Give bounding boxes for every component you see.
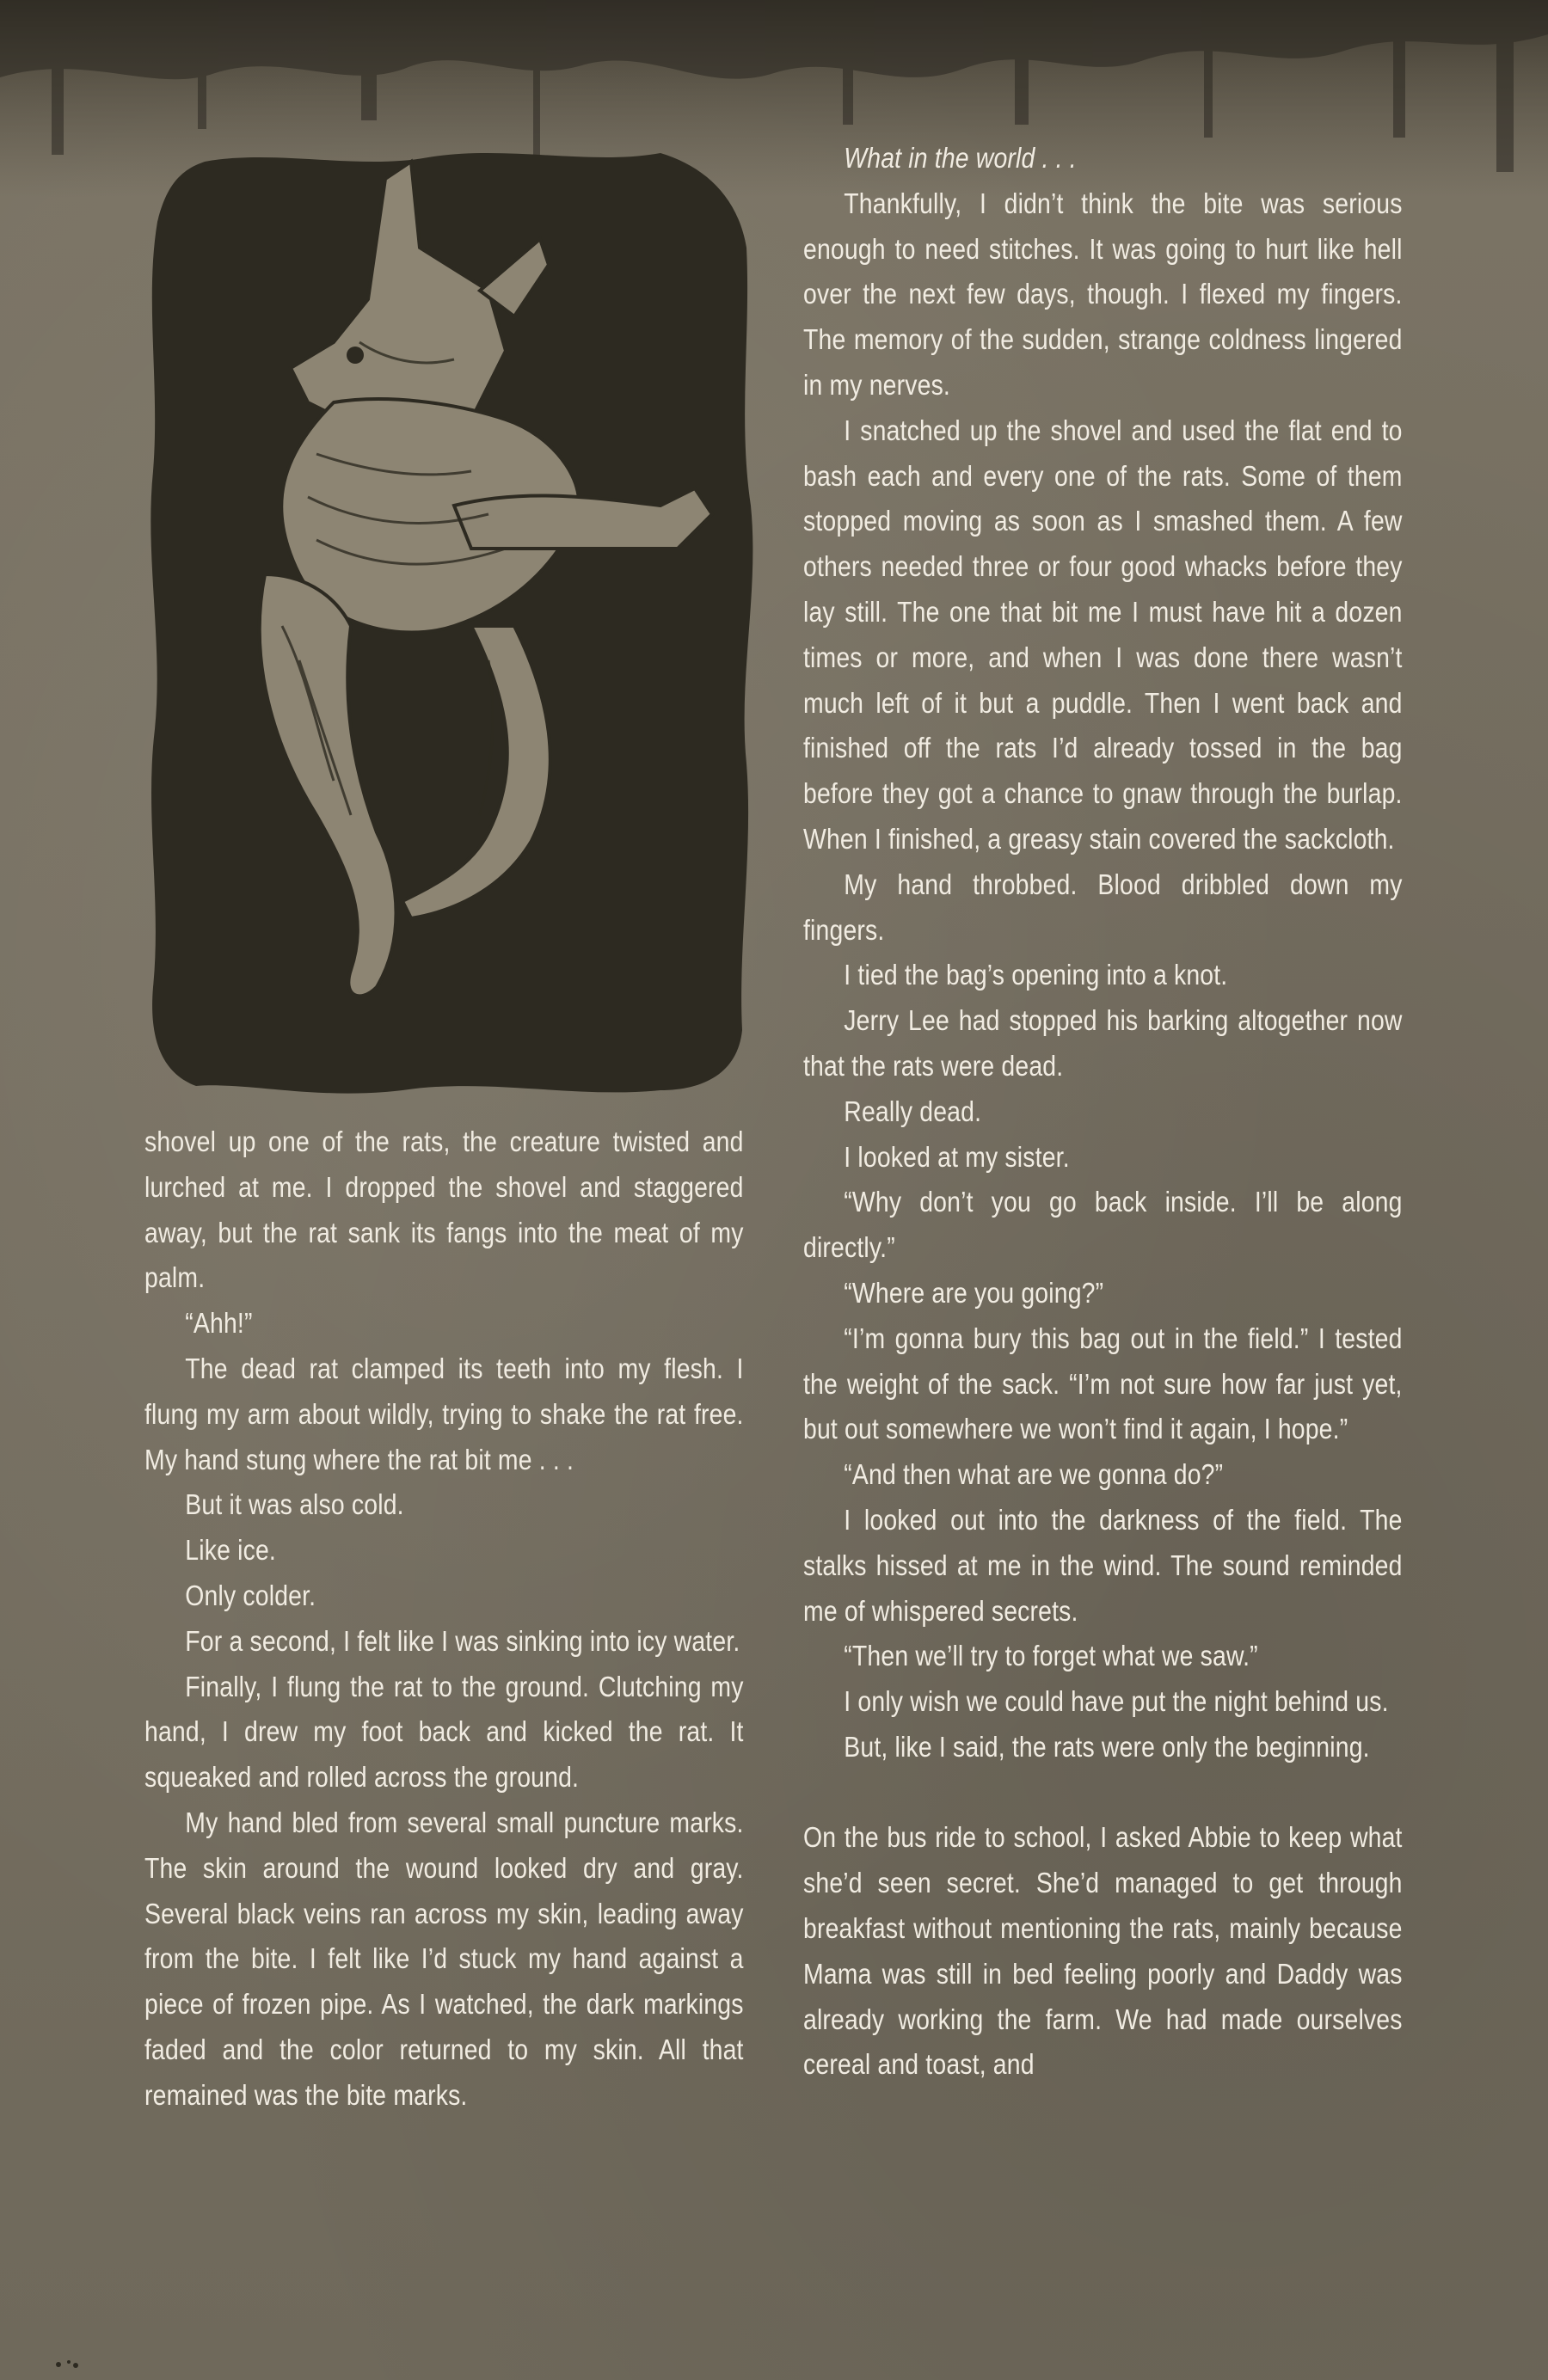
ink-speck [52, 2354, 95, 2371]
paragraph: The dead rat clamped its teeth into my flesh. I flung my arm about wildly, trying to shake the rat free. My hand stung where the rat bit me . . . [144, 1352, 744, 1475]
paragraph: “Then we’ll try to forget what we saw.” [844, 1640, 1258, 1672]
paragraph: Really dead. [844, 1095, 982, 1127]
paragraph: I looked out into the darkness of the field. The stalks hissed at me in the wind. The sound reminded me of whispered secrets. [803, 1503, 1403, 1627]
paragraph: Jerry Lee had stopped his barking altogether now that the rats were dead. [803, 1004, 1403, 1082]
paragraph: “And then what are we gonna do?” [844, 1458, 1224, 1491]
paragraph: For a second, I felt like I was sinking into icy water. [185, 1624, 740, 1657]
paragraph-italic-thought: What in the world . . . [844, 142, 1077, 174]
paragraph-section-start: On the bus ride to school, I asked Abbie to keep what she’d seen secret. She’d managed to get through breakfast without mentioning the rats, mainly because Mama was still in bed feeling poorly and Daddy was already working the farm. We had made ourselves cereal and toast, and [803, 1821, 1403, 2081]
paragraph: “I’m gonna bury this bag out in the field.” I tested the weight of the sack. “I’m not sure how far just yet, but out somewhere we won’t find it again, I hope.” [803, 1322, 1403, 1445]
paragraph: I tied the bag’s opening into a knot. [844, 959, 1228, 991]
paragraph: Finally, I flung the rat to the ground. Clutching my hand, I drew my foot back and kicked the rat. It squeaked and rolled across the ground. [144, 1670, 744, 1794]
paragraph: But, like I said, the rats were only the beginning. [844, 1730, 1370, 1763]
paragraph: I looked at my sister. [844, 1140, 1070, 1173]
paragraph: “Why don’t you go back inside. I’ll be along directly.” [803, 1186, 1403, 1264]
left-text-column [144, 1119, 744, 2119]
creature-illustration [144, 144, 755, 1099]
paragraph: Thankfully, I didn’t think the bite was serious enough to need stitches. It was going to hurt like hell over the next few days, though. I flexed my fingers. The memory of the sudden, strange coldness lingered in my nerves. [803, 187, 1403, 401]
paragraph: Like ice. [185, 1534, 276, 1567]
creature-arm [454, 488, 712, 549]
paragraph: But it was also cold. [185, 1488, 404, 1521]
paragraph: Only colder. [185, 1579, 316, 1611]
paragraph: I snatched up the shovel and used the flat end to bash each and every one of the rats. Some of them stopped moving as soon as I smashed them. A few others needed three or four good whacks before they lay still. The one that bit me I must have hit a dozen times or more, and when I was done there wasn’t much left of it but a puddle. Then I went back and finished off the rats I’d already tossed in the bag before they got a chance to gnaw through the burlap. When I finished, a greasy stain covered the sackcloth. [803, 414, 1403, 855]
paragraph: “Where are you going?” [844, 1276, 1104, 1309]
paragraph: shovel up one of the rats, the creature twisted and lurched at me. I dropped the shovel and staggered away, but the rat sank its fangs into the meat of my palm. [144, 1126, 744, 1294]
paragraph: My hand throbbed. Blood dribbled down my fingers. [803, 868, 1403, 946]
creature-eye [347, 347, 364, 364]
paragraph: “Ahh!” [185, 1307, 253, 1340]
paragraph: My hand bled from several small puncture marks. The skin around the wound looked dry and gray. Several black veins ran across my skin, leading away from the bite. I felt like I’d stuck my hand against a piece of frozen pipe. As I watched, the dark markings faded and the color returned to my skin. All that remained was the bite marks. [144, 1806, 744, 2111]
paragraph: I only wish we could have put the night behind us. [844, 1685, 1389, 1718]
right-text-column [803, 136, 1403, 2088]
